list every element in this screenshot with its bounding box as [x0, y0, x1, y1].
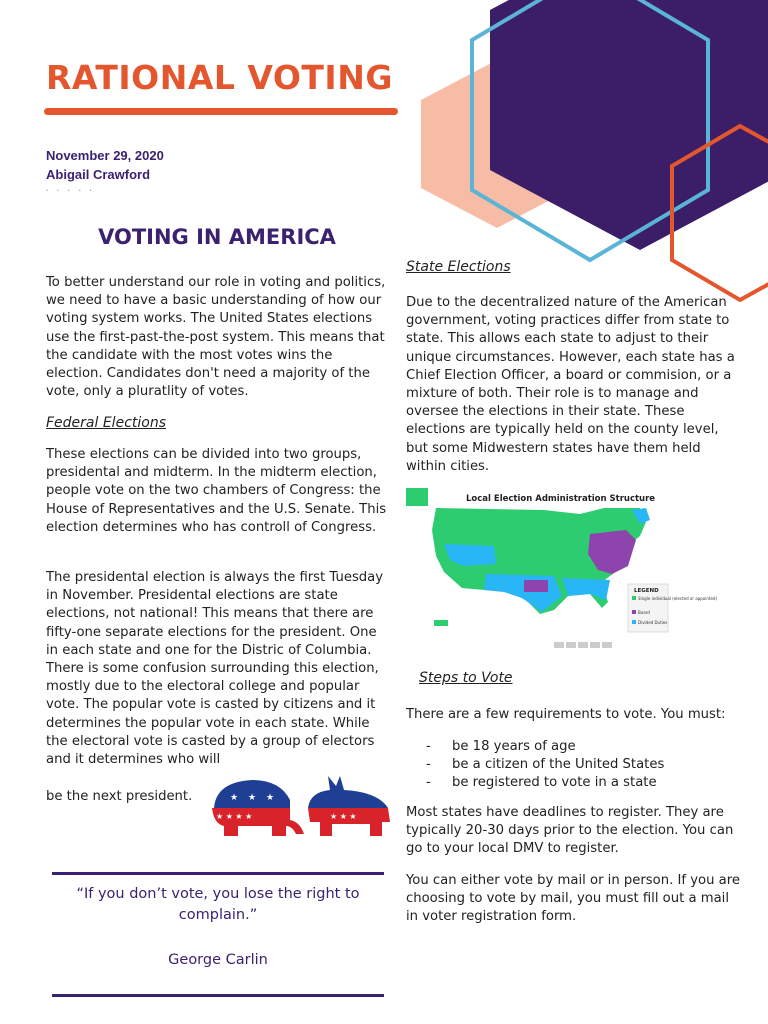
- pull-quote: “If you don’t vote, you lose the right to complain.”: [76, 886, 360, 923]
- orange-hexagon-outline: [672, 126, 768, 300]
- party-mascots-illustration: [208, 774, 394, 840]
- elephant-icon: [212, 780, 304, 836]
- requirements-list: [406, 738, 664, 793]
- svg-text:★ ★ ★ ★: ★ ★ ★ ★: [216, 812, 253, 821]
- author-name: Abigail Crawford: [46, 167, 151, 182]
- donkey-icon: [308, 776, 390, 836]
- svg-text:★ ★ ★: ★ ★ ★: [330, 812, 357, 821]
- steps-to-vote-heading: Steps to Vote: [419, 670, 513, 686]
- list-item: - be 18 years of age: [406, 738, 664, 756]
- federal-paragraph-2: The presidental election is always the first Tuesday in November. Presidental elections are state elections, not national! This means that there are fifty-one separate elections for the president. One in each state and one for the Distric of Columbia. There is some confusion surrounding this election, mostly due to the electoral college and popular vote. The popular vote is casted by citizens and it determines the popular vote in each state. While the electoral vote is casted by a group of electors and it determines who will: [46, 570, 384, 768]
- svg-text:★: ★: [266, 793, 275, 803]
- federal-elections-heading: Federal Elections: [46, 415, 166, 431]
- map-control-buttons: [554, 642, 612, 648]
- election-administration-map: [404, 484, 717, 654]
- alaska-shape: [406, 488, 428, 506]
- legend-swatch-board: [632, 610, 636, 614]
- peach-hexagon: [421, 60, 573, 228]
- page-title: RATIONAL VOTING: [46, 58, 393, 97]
- legend-swatch-single: [632, 596, 636, 600]
- list-item: - be a citizen of the United States: [406, 756, 664, 774]
- federal-paragraph-2-end: be the next president.: [46, 789, 193, 804]
- list-item: - be registered to vote in a state: [406, 774, 664, 792]
- state-elections-paragraph: Due to the decentralized nature of the American government, voting practices differ from state to state. This allows each state to adjust to their unique circumstances. However, each state has a Chief Election Officer, a board or commision, or a mixture of both. Their role is to manage and oversee the elections in their state. These elections are typically held on the county level, but some Midwestern states have them held within cities.: [406, 295, 735, 474]
- legend-label-board: Board: [638, 610, 650, 615]
- legend-swatch-divided: [632, 620, 636, 624]
- mail-vote-paragraph: You can either vote by mail or in person. If you are choosing to vote by mail, you must fill out a mail in voter registration form.: [406, 873, 740, 925]
- faint-text: · · · · ·: [46, 186, 96, 195]
- section-title: VOTING IN AMERICA: [98, 225, 336, 249]
- legend-label-single: Single individual (elected or appointed): [638, 596, 717, 601]
- hawaii-shape: [434, 620, 448, 626]
- us-map-figure: [404, 484, 717, 654]
- state-elections-heading: State Elections: [406, 259, 511, 275]
- deadline-paragraph: Most states have deadlines to register. They are typically 20-30 days prior to the election. You can go to your local DMV to register.: [406, 805, 734, 857]
- quote-top-rule: [52, 872, 384, 875]
- legend-label-divided: Divided Duties: [638, 620, 668, 625]
- map-title: Local Election Administration Structure: [466, 494, 656, 504]
- title-underline: [44, 108, 398, 115]
- legend-title: LEGEND: [634, 588, 659, 594]
- federal-paragraph-1: These elections can be divided into two groups, presidental and midterm. In the midterm election, people vote on the two chambers of Congress: the House of Representatives and the U.S. Senate. This election determines who has controll of Congress.: [46, 447, 387, 535]
- quote-bottom-rule: [52, 994, 384, 997]
- byline: [46, 146, 164, 198]
- oklahoma-board-state: [524, 580, 548, 592]
- teal-hexagon-outline: [472, 0, 708, 260]
- purple-hexagon: [490, 0, 768, 250]
- svg-text:★: ★: [230, 793, 239, 803]
- publish-date: November 29, 2020: [46, 148, 164, 163]
- steps-intro: There are a few requirements to vote. You must:: [406, 707, 726, 722]
- intro-paragraph: To better understand our role in voting and politics, we need to have a basic understanding of how our voting system works. The United States elections use the first-past-the-post system. This means that the candidate with the most votes wins the election. Candidates don't need a majority of the vote, only a pluratlity of votes.: [46, 275, 386, 400]
- southeast-divided-states: [562, 578, 610, 600]
- svg-text:★: ★: [248, 793, 257, 803]
- quote-author: George Carlin: [168, 952, 268, 968]
